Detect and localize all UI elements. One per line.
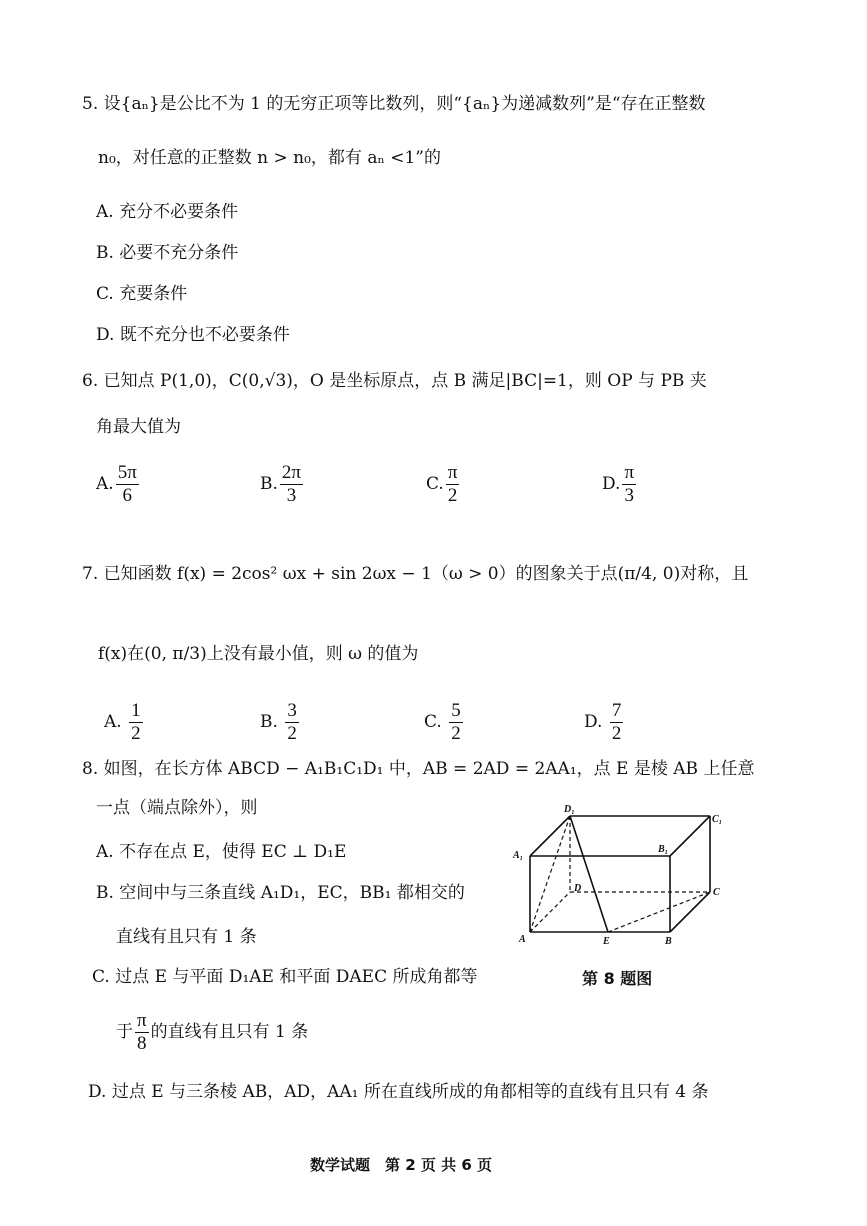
option-label: C. (424, 712, 442, 732)
q8-option-c-line2 (116, 1010, 308, 1055)
q6-option-d (602, 462, 638, 507)
fraction: $\frac{3}{2}$ (287, 700, 297, 744)
label-b: B (665, 936, 672, 947)
q7-option-d (584, 700, 625, 745)
q5-option-c: C. 充要条件 (96, 284, 188, 304)
option-label: B. (260, 474, 278, 494)
page-footer: 数学试题 第 2 页 共 6 页 (310, 1156, 492, 1174)
q8-stem-line2: 一点（端点除外），则 (96, 798, 258, 818)
fraction: $\frac{\pi}{8}$ (137, 1010, 147, 1054)
q6-option-c (426, 462, 461, 507)
label-d1: D₁ (564, 804, 575, 815)
option-label: B. (260, 712, 278, 732)
q5-option-d: D. 既不充分也不必要条件 (96, 325, 290, 345)
q5-stem-line1: 5. 设{aₙ}是公比不为 1 的无穷正项等比数列，则“{aₙ}为递减数列”是“存在正整数 (82, 94, 706, 114)
label-e: E (603, 936, 610, 947)
figure-caption: 第 8 题图 (582, 969, 653, 988)
q7-option-b (260, 700, 301, 745)
q5-option-b: B. 必要不充分条件 (96, 243, 239, 263)
label-a: A (519, 934, 526, 945)
label-d: D (574, 883, 582, 894)
fraction: $\frac{\pi}{3}$ (624, 462, 635, 506)
label-b1: B₁ (658, 844, 669, 855)
option-label: D. (602, 474, 621, 494)
text: 于 (116, 1022, 133, 1042)
option-label: C. (426, 474, 444, 494)
q8-option-d: D. 过点 E 与三条棱 AB，AD，AA₁ 所在直线所成的角都相等的直线有且只有 4 条 (88, 1082, 709, 1102)
q8-option-c-line1: C. 过点 E 与平面 D₁AE 和平面 DAEC 所成角都等 (92, 967, 478, 987)
fraction: $\frac{1}{2}$ (131, 700, 141, 744)
label-c: C (713, 887, 720, 898)
fraction: $\frac{2\pi}{3}$ (281, 462, 301, 506)
q7-option-c (424, 700, 465, 745)
text: 的直线有且只有 1 条 (150, 1022, 309, 1042)
fraction: $\frac{7}{2}$ (611, 700, 622, 744)
option-label: A. (96, 474, 114, 494)
label-c1: C₁ (712, 814, 723, 825)
q8-option-b-line1: B. 空间中与三条直线 A₁D₁，EC，BB₁ 都相交的 (96, 883, 465, 903)
q5-stem-line2: n₀，对任意的正整数 n > n₀，都有 aₙ <1”的 (98, 148, 441, 168)
label-a1: A₁ (513, 850, 524, 861)
q7-option-a (104, 700, 145, 745)
q7-stem-line1: 7. 已知函数 f(x) = 2cos² ωx + sin 2ωx − 1（ω > 0）的图象关于点(π/4, 0)对称，且 (82, 564, 749, 584)
q8-option-b-line2: 直线有且只有 1 条 (116, 927, 257, 947)
q6-option-a (96, 462, 141, 507)
fraction: $\frac{\pi}{2}$ (447, 462, 458, 506)
q6-stem-line2: 角最大值为 (96, 417, 181, 437)
q6-option-b (260, 462, 305, 507)
cuboid-figure (505, 800, 735, 950)
q8-option-a: A. 不存在点 E，使得 EC ⊥ D₁E (96, 842, 347, 862)
fraction: $\frac{5\pi}{6}$ (117, 462, 137, 506)
q7-stem-line2: f(x)在(0, π/3)上没有最小值，则 ω 的值为 (98, 644, 419, 664)
q6-stem-line1: 6. 已知点 P(1,0)，C(0,√3)，O 是坐标原点，点 B 满足|BC|=1，则 OP 与 PB 夹 (82, 371, 707, 391)
q5-option-a: A. 充分不必要条件 (96, 202, 239, 222)
option-label: A. (104, 712, 122, 732)
fraction: $\frac{5}{2}$ (451, 700, 461, 744)
option-label: D. (584, 712, 603, 732)
q8-stem-line1: 8. 如图，在长方体 ABCD − A₁B₁C₁D₁ 中，AB = 2AD = 2AA₁，点 E 是棱 AB 上任意 (82, 759, 755, 779)
